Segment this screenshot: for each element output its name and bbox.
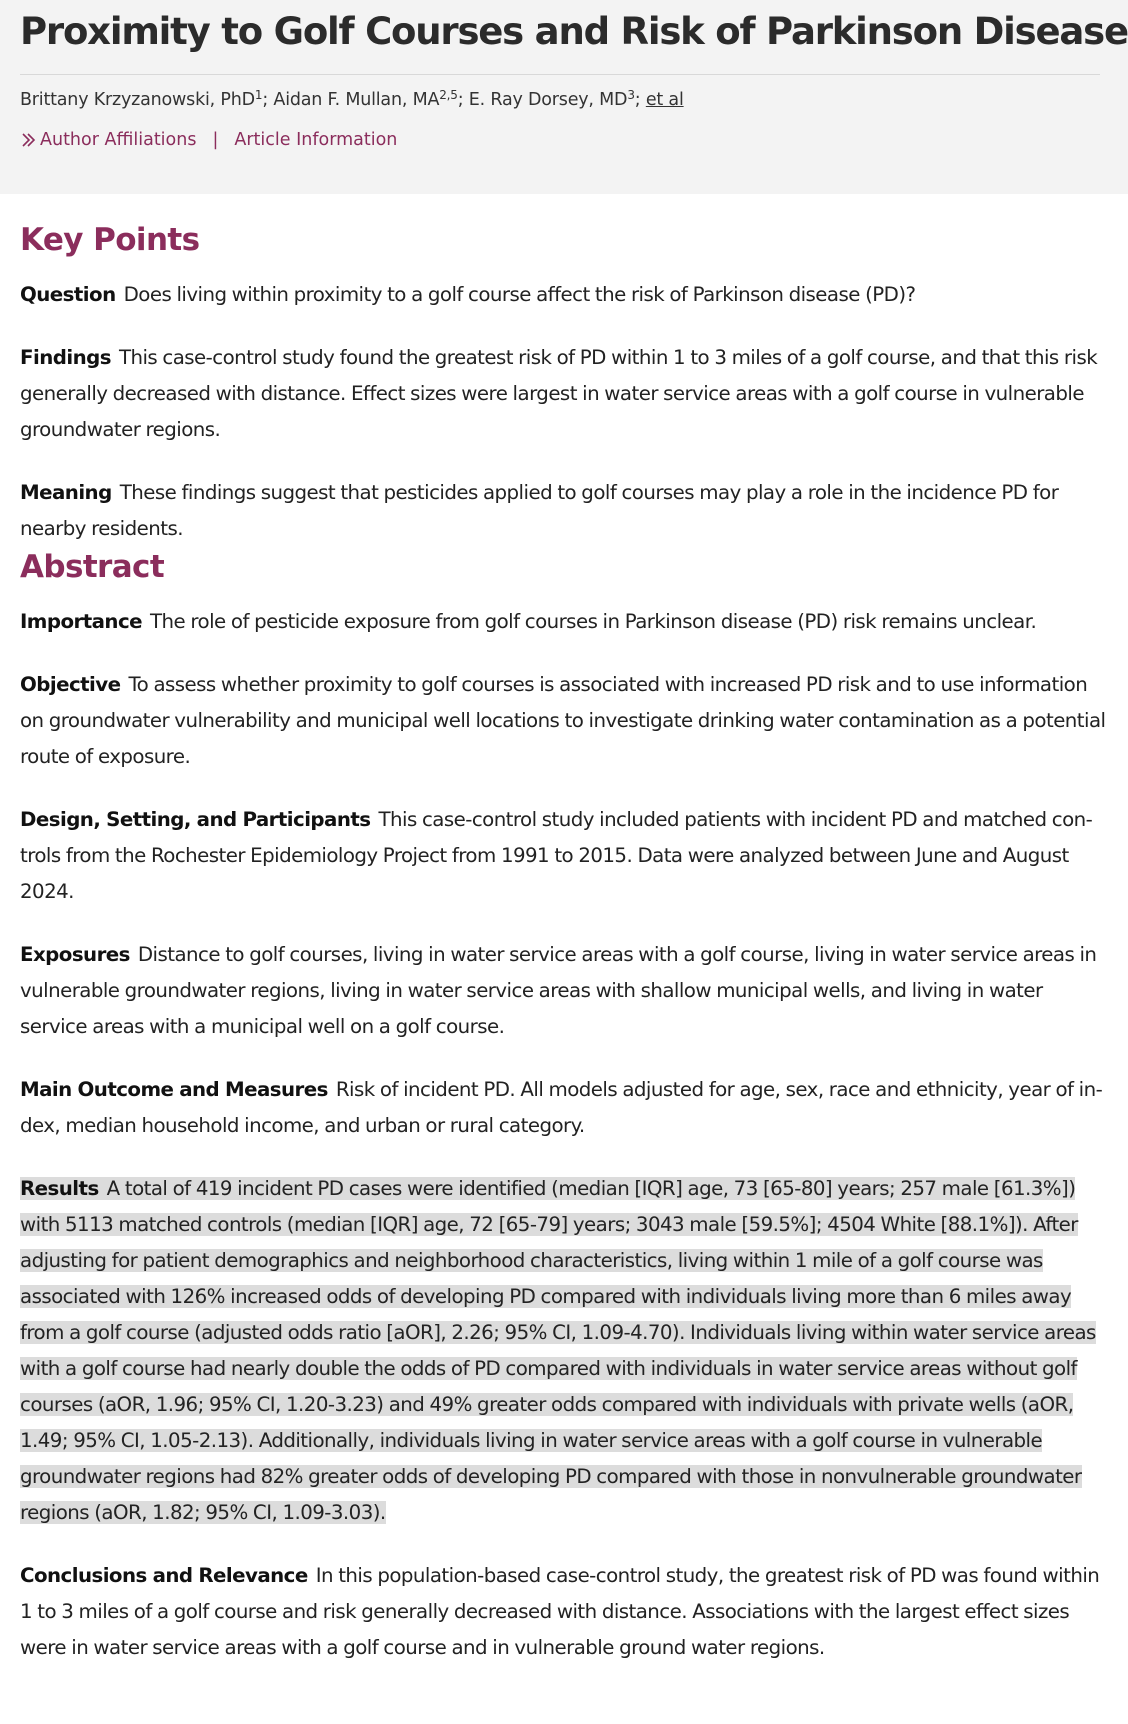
author-affiliations-label: Author Affiliations bbox=[40, 130, 197, 150]
author-separator: ; bbox=[457, 90, 469, 110]
abstract-results[interactable] bbox=[20, 1171, 1110, 1531]
item-label: Design, Setting, and Participants bbox=[20, 808, 371, 831]
item-label: Objective bbox=[20, 673, 121, 696]
item-text: Distance to golf courses, living in water service areas with a golf course, living in water service areas in vulnerable groundwater regions, living in water service areas with shallow municipal wells, and living in water service areas with a municipal well on a golf course. bbox=[20, 943, 1097, 1038]
abstract-exposures bbox=[20, 937, 1110, 1045]
author-separator: ; bbox=[262, 90, 274, 110]
author-affiliation-sup: 1 bbox=[254, 88, 263, 102]
key-points-heading: Key Points bbox=[20, 222, 200, 258]
abstract-design bbox=[20, 802, 1110, 910]
item-text: To assess whether proximity to golf courses is associated with increased PD risk and to use information on groundwater vulnerability and municipal well locations to investigate drinking water contamination as a potential route of exposure. bbox=[20, 673, 1106, 768]
author-name[interactable]: Aidan F. Mullan, MA bbox=[273, 90, 440, 110]
item-label: Findings bbox=[20, 346, 111, 369]
item-label: Exposures bbox=[20, 943, 130, 966]
article-body bbox=[0, 194, 1128, 1666]
author-name[interactable]: Brittany Krzyzanowski, PhD bbox=[20, 90, 255, 110]
article-information-link[interactable]: Article Information bbox=[234, 130, 398, 150]
item-label: Meaning bbox=[20, 481, 112, 504]
author-separator: ; bbox=[634, 90, 646, 110]
author-affiliations-link[interactable] bbox=[20, 128, 196, 152]
article-title: Proximity to Golf Courses and Risk of Parkinson Disease bbox=[20, 10, 1128, 53]
author-affiliation-sup: 3 bbox=[627, 88, 635, 102]
item-text: The role of pesticide exposure from golf courses in Parkinson disease (PD) risk remains unclear. bbox=[150, 610, 1037, 633]
item-text: In this population-based case-control study, the greatest risk of PD was found within 1 to 3 miles of a golf course and risk generally decreased with distance. Associations with the largest effect sizes were in water service areas with a golf course and in vulnerable ground water regions. bbox=[20, 1564, 1100, 1659]
header-divider bbox=[20, 74, 1100, 75]
key-point-question bbox=[20, 277, 1110, 313]
et-al-link[interactable]: et al bbox=[645, 90, 684, 110]
key-point-meaning bbox=[20, 475, 1110, 547]
item-label: Main Outcome and Measures bbox=[20, 1078, 328, 1101]
abstract-conclusions bbox=[20, 1558, 1110, 1666]
key-point-findings bbox=[20, 340, 1110, 448]
link-separator: | bbox=[212, 130, 219, 150]
item-text: This case-control study found the greatest risk of PD within 1 to 3 miles of a golf course, and that this risk generally decreased with distance. Effect sizes were largest in water service areas with a golf course in vulnerable groundwater regions. bbox=[20, 346, 1098, 441]
author-affiliation-sup: 2,5 bbox=[439, 88, 458, 102]
abstract-heading: Abstract bbox=[20, 549, 165, 585]
abstract-importance bbox=[20, 604, 1110, 640]
item-text: A total of 419 incident PD cases were identified (median [IQR] age, 73 [65-80] years; 257 male [61.3%]) with 5113 matched controls (median [IQR] age, 72 [65-79] years; 3043 male [59.5%]; 4504 White [88.1%]). After adjusting for patient demographics and neighborhood characteristics, living within 1 mile of a golf course was associated with 126% increased odds of developing PD compared with individuals living more than 6 miles away from a golf course (adjusted odds ratio [aOR], 2.26; 95% CI, 1.09-4.70). Individuals living within water service areas with a golf course had nearly double the odds of PD compared with individuals in water service areas without golf courses (aOR, 1.96; 95% CI, 1.20-3.23) and 49% greater odds compared with individuals with private wells (aOR, 1.49; 95% CI, 1.05-2.13). Additionally, individuals living in water service areas with a golf course in vulnerable groundwater regions had 82% greater odds of developing PD compared with those in nonvulnerable groundwater regions (aOR, 1.82; 95% CI, 1.09-3.03). bbox=[20, 1177, 1096, 1524]
item-label: Results bbox=[20, 1177, 99, 1200]
article-header bbox=[0, 0, 1128, 194]
item-text: Does living within proximity to a golf course affect the risk of Parkinson disease (PD)? bbox=[123, 283, 916, 306]
item-label: Importance bbox=[20, 610, 143, 633]
item-label: Question bbox=[20, 283, 116, 306]
author-name[interactable]: E. Ray Dorsey, MD bbox=[468, 90, 628, 110]
item-text: These findings suggest that pesticides applied to golf courses may play a role in the incidence PD for nearby residents. bbox=[20, 481, 1059, 540]
item-text: Risk of incident PD. All models adjusted for age, sex, race and ethnicity, year of index, median household income, and urban or rural category. bbox=[20, 1078, 1103, 1137]
article-meta-links bbox=[20, 128, 1108, 152]
double-chevron-right-icon bbox=[20, 131, 38, 149]
abstract-main-outcome bbox=[20, 1072, 1110, 1144]
item-text: This case-control study included patients with incident PD and matched controls from the Rochester Epidemiology Project from 1991 to 2015. Data were analyzed between June and August 2024. bbox=[20, 808, 1093, 903]
author-list bbox=[20, 88, 1108, 112]
abstract-objective bbox=[20, 667, 1110, 775]
item-label: Conclusions and Relevance bbox=[20, 1564, 308, 1587]
